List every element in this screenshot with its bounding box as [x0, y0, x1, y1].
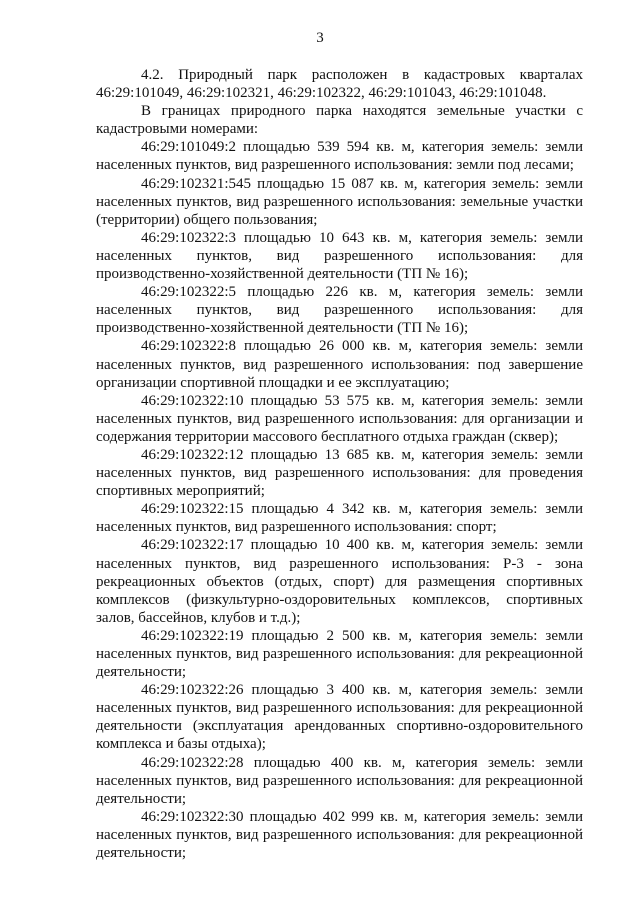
paragraph: 46:29:102322:17 площадью 10 400 кв. м, категория земель: земли населенных пунктов, вид разрешенного использования: Р-3 - зона рекреационных объектов (отдых, спорт) для размещения спортивных комплексов (физкультурно-оздоровительных комплексов, спортивных залов, бассейнов, клубов и т.д.); [96, 537, 583, 626]
paragraph: 46:29:102322:8 площадью 26 000 кв. м, категория земель: земли населенных пунктов, вид разрешенного использования: под завершение организации спортивной площадки и ее эксплуатацию; [96, 338, 583, 391]
paragraph: 46:29:102322:5 площадью 226 кв. м, категория земель: земли населенных пунктов, вид разрешенного использования: для производственно-хозяйственной деятельности (ТП № 16); [96, 284, 583, 337]
page-number: 3 [316, 30, 324, 46]
paragraph: 4.2. Природный парк расположен в кадастровых кварталах 46:29:101049, 46:29:102321, 46:29:102322, 46:29:101043, 46:29:101048. [96, 67, 583, 102]
paragraph: 46:29:102322:12 площадью 13 685 кв. м, категория земель: земли населенных пунктов, вид разрешенного использования: для проведения спортивных мероприятий; [96, 446, 583, 500]
document-body [96, 66, 583, 862]
paragraph: 46:29:102322:26 площадью 3 400 кв. м, категория земель: земли населенных пунктов, вид разрешенного использования: для рекреационной деятельности (эксплуатация арендованных спортивно-оздоровительного комплекса и базы отдыха); [96, 682, 583, 753]
paragraph: 46:29:101049:2 площадью 539 594 кв. м, категория земель: земли населенных пунктов, вид разрешенного использования: земли под лесами; [96, 139, 583, 174]
paragraph: 46:29:102322:10 площадью 53 575 кв. м, категория земель: земли населенных пунктов, вид разрешенного использования: для организации и содержания территории массового бесплатного отдыха граждан (сквер); [96, 392, 583, 445]
paragraph: В границах природного парка находятся земельные участки с кадастровыми номерами: [96, 103, 583, 138]
paragraph: 46:29:102322:3 площадью 10 643 кв. м, категория земель: земли населенных пунктов, вид разрешенного использования: для производственно-хозяйственной деятельности (ТП № 16); [96, 229, 583, 283]
paragraph: 46:29:102322:15 площадью 4 342 кв. м, категория земель: земли населенных пунктов, вид разрешенного использования: спорт; [96, 501, 583, 536]
paragraph: 46:29:102321:545 площадью 15 087 кв. м, категория земель: земли населенных пунктов, вид разрешенного использования: земельные участки (территории) общего пользования; [96, 175, 583, 228]
paragraph: 46:29:102322:28 площадью 400 кв. м, категория земель: земли населенных пунктов, вид разрешенного использования: для рекреационной деятельности; [96, 754, 583, 807]
paragraph: 46:29:102322:30 площадью 402 999 кв. м, категория земель: земли населенных пунктов, вид разрешенного использования: для рекреационной деятельности; [96, 808, 583, 862]
paragraph: 46:29:102322:19 площадью 2 500 кв. м, категория земель: земли населенных пунктов, вид разрешенного использования: для рекреационной деятельности; [96, 627, 583, 681]
